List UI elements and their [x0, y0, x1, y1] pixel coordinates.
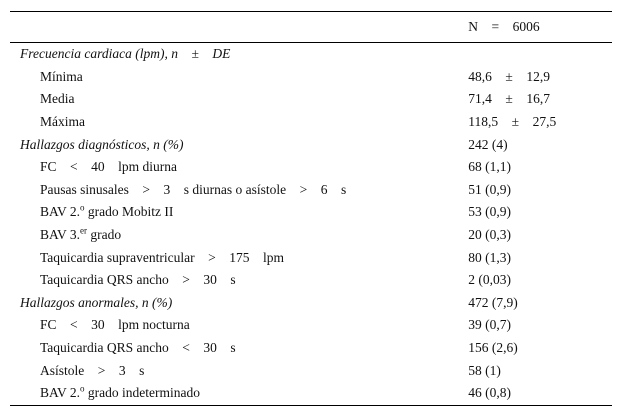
table-row	[10, 382, 612, 405]
row-label	[10, 382, 458, 405]
header-row	[10, 12, 612, 43]
label-text: Taquicardia supraventricular > 175 lpm	[40, 249, 284, 265]
row-label	[10, 179, 458, 202]
label-text: BAV 2.	[40, 204, 81, 220]
table-row	[10, 314, 612, 337]
row-label	[10, 88, 458, 111]
label-text: Taquicardia QRS ancho < 30 s	[40, 340, 236, 356]
header-empty-cell	[10, 12, 458, 43]
table-row	[10, 111, 612, 134]
row-value: 48,6 ± 12,9	[468, 68, 550, 84]
row-value: 53 (0,9)	[468, 204, 512, 220]
label-text-after: grado indeterminado	[84, 385, 200, 401]
label-text: Máxima	[40, 114, 85, 130]
row-value: 20 (0,3)	[468, 227, 512, 243]
label-superscript: o	[80, 202, 85, 213]
table-row	[10, 156, 612, 179]
section-row	[10, 133, 612, 156]
table-row	[10, 224, 612, 247]
label-text: FC < 30 lpm nocturna	[40, 317, 190, 333]
row-label	[10, 66, 458, 89]
table-row	[10, 246, 612, 269]
row-label	[10, 337, 458, 360]
row-value: 58 (1)	[468, 362, 501, 378]
row-value: 68 (1,1)	[468, 159, 512, 175]
row-label	[10, 246, 458, 269]
row-value: 472 (7,9)	[468, 294, 518, 310]
label-text: BAV 3.	[40, 227, 81, 243]
header-n-cell: N = 6006	[458, 12, 612, 43]
label-text: Frecuencia cardiaca (lpm), n ± DE	[20, 46, 231, 62]
row-label	[10, 292, 458, 315]
row-label	[10, 314, 458, 337]
row-value: 39 (0,7)	[468, 317, 512, 333]
row-label	[10, 111, 458, 134]
label-text: Media	[40, 91, 75, 107]
section-row	[10, 292, 612, 315]
table-row	[10, 179, 612, 202]
row-label	[10, 156, 458, 179]
row-value: 118,5 ± 27,5	[468, 114, 557, 130]
section-row	[10, 43, 612, 66]
label-text: BAV 2.	[40, 385, 81, 401]
row-value: 242 (4)	[468, 136, 508, 152]
label-text-after: grado	[87, 227, 122, 243]
row-value: 51 (0,9)	[468, 181, 512, 197]
results-table-container	[10, 11, 612, 406]
label-text: Pausas sinusales > 3 s diurnas o asístole > 6 s	[40, 181, 347, 197]
results-table	[10, 11, 612, 406]
row-label	[10, 201, 458, 224]
label-text: Hallazgos diagnósticos, n (%)	[20, 136, 184, 152]
table-row	[10, 201, 612, 224]
table-row	[10, 88, 612, 111]
table-row	[10, 66, 612, 89]
label-superscript: o	[80, 383, 85, 394]
label-text-after: grado Mobitz II	[84, 204, 174, 220]
row-label	[10, 43, 458, 66]
table-body	[10, 43, 612, 406]
row-value: 156 (2,6)	[468, 340, 518, 356]
label-text: Taquicardia QRS ancho > 30 s	[40, 272, 236, 288]
row-value: 80 (1,3)	[468, 249, 512, 265]
table-row	[10, 359, 612, 382]
row-label	[10, 269, 458, 292]
row-value: 71,4 ± 16,7	[468, 91, 550, 107]
label-text: Asístole > 3 s	[40, 362, 145, 378]
table-row	[10, 269, 612, 292]
row-label	[10, 224, 458, 247]
row-label	[10, 133, 458, 156]
row-value: 46 (0,8)	[458, 382, 612, 405]
table-header	[10, 12, 612, 43]
label-text: Hallazgos anormales, n (%)	[20, 294, 173, 310]
row-label	[10, 359, 458, 382]
label-text: Mínima	[40, 68, 83, 84]
row-value: 2 (0,03)	[468, 272, 512, 288]
table-row	[10, 337, 612, 360]
label-superscript: er	[80, 225, 88, 236]
row-value	[458, 43, 612, 66]
label-text: FC < 40 lpm diurna	[40, 159, 177, 175]
